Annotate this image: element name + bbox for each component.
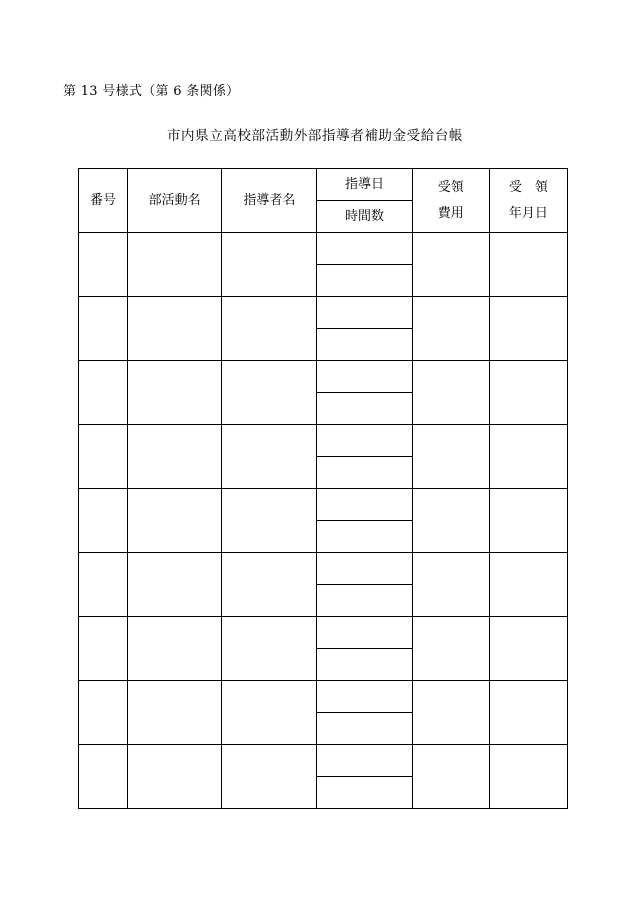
- cell-hours: [317, 713, 412, 745]
- cell-club-activity: [128, 297, 222, 361]
- cell-guidance-date: [317, 745, 412, 777]
- cell-coach-name: [222, 745, 317, 809]
- cell-received-fee: [412, 425, 489, 489]
- cell-coach-name: [222, 361, 317, 425]
- cell-club-activity: [128, 425, 222, 489]
- cell-coach-name: [222, 233, 317, 297]
- cell-club-activity: [128, 553, 222, 617]
- cell-guidance-date: [317, 297, 412, 329]
- table-row: [79, 425, 568, 457]
- cell-received-date: [489, 361, 567, 425]
- cell-received-fee: [412, 681, 489, 745]
- header-hours: 時間数: [317, 201, 412, 233]
- header-number: 番号: [79, 169, 128, 233]
- cell-received-fee: [412, 745, 489, 809]
- table-row: [79, 489, 568, 521]
- document-title: 市内県立高校部活動外部指導者補助金受給台帳: [166, 128, 464, 144]
- table-row: [79, 681, 568, 713]
- cell-received-fee: [412, 233, 489, 297]
- ledger-header: [79, 169, 568, 233]
- cell-coach-name: [222, 297, 317, 361]
- cell-coach-name: [222, 617, 317, 681]
- header-received-fee-line2: 費用: [437, 205, 464, 221]
- cell-hours: [317, 585, 412, 617]
- cell-guidance-date: [317, 681, 412, 713]
- table-row: [79, 297, 568, 329]
- cell-received-fee: [412, 297, 489, 361]
- cell-received-date: [489, 425, 567, 489]
- ledger-body: [79, 233, 568, 809]
- cell-hours: [317, 521, 412, 553]
- cell-number: [79, 681, 128, 745]
- cell-club-activity: [128, 681, 222, 745]
- form-number-label: 第 13 号様式（第 6 条関係）: [63, 84, 240, 99]
- cell-number: [79, 297, 128, 361]
- header-received-date-line2: 年月日: [508, 205, 548, 221]
- cell-club-activity: [128, 745, 222, 809]
- subsidy-ledger-table: [78, 168, 568, 809]
- cell-hours: [317, 457, 412, 489]
- cell-received-date: [489, 297, 567, 361]
- cell-number: [79, 617, 128, 681]
- table-row: [79, 233, 568, 265]
- table-row: [79, 553, 568, 585]
- cell-guidance-date: [317, 617, 412, 649]
- cell-received-fee: [412, 361, 489, 425]
- header-received-date-line1: 受 領: [508, 179, 548, 195]
- cell-received-date: [489, 681, 567, 745]
- cell-received-fee: [412, 489, 489, 553]
- cell-coach-name: [222, 681, 317, 745]
- cell-number: [79, 489, 128, 553]
- cell-number: [79, 233, 128, 297]
- cell-club-activity: [128, 233, 222, 297]
- cell-hours: [317, 393, 412, 425]
- cell-number: [79, 553, 128, 617]
- header-guidance-date: 指導日: [317, 169, 412, 201]
- table-row: [79, 745, 568, 777]
- cell-coach-name: [222, 489, 317, 553]
- cell-hours: [317, 777, 412, 809]
- header-coach-name: 指導者名: [222, 169, 317, 233]
- cell-received-fee: [412, 553, 489, 617]
- header-received-date: [489, 169, 567, 233]
- cell-hours: [317, 649, 412, 681]
- cell-club-activity: [128, 617, 222, 681]
- cell-number: [79, 745, 128, 809]
- header-received-fee: [412, 169, 489, 233]
- cell-club-activity: [128, 361, 222, 425]
- table-row: [79, 361, 568, 393]
- cell-guidance-date: [317, 489, 412, 521]
- cell-club-activity: [128, 489, 222, 553]
- header-club-activity: 部活動名: [128, 169, 222, 233]
- table-row: [79, 617, 568, 649]
- cell-guidance-date: [317, 553, 412, 585]
- cell-coach-name: [222, 425, 317, 489]
- cell-guidance-date: [317, 425, 412, 457]
- header-received-fee-line1: 受領: [437, 179, 464, 195]
- cell-number: [79, 361, 128, 425]
- cell-received-date: [489, 617, 567, 681]
- cell-hours: [317, 329, 412, 361]
- cell-received-date: [489, 745, 567, 809]
- cell-received-date: [489, 553, 567, 617]
- cell-guidance-date: [317, 361, 412, 393]
- cell-received-date: [489, 233, 567, 297]
- cell-number: [79, 425, 128, 489]
- cell-coach-name: [222, 553, 317, 617]
- cell-received-date: [489, 489, 567, 553]
- cell-guidance-date: [317, 233, 412, 265]
- cell-hours: [317, 265, 412, 297]
- cell-received-fee: [412, 617, 489, 681]
